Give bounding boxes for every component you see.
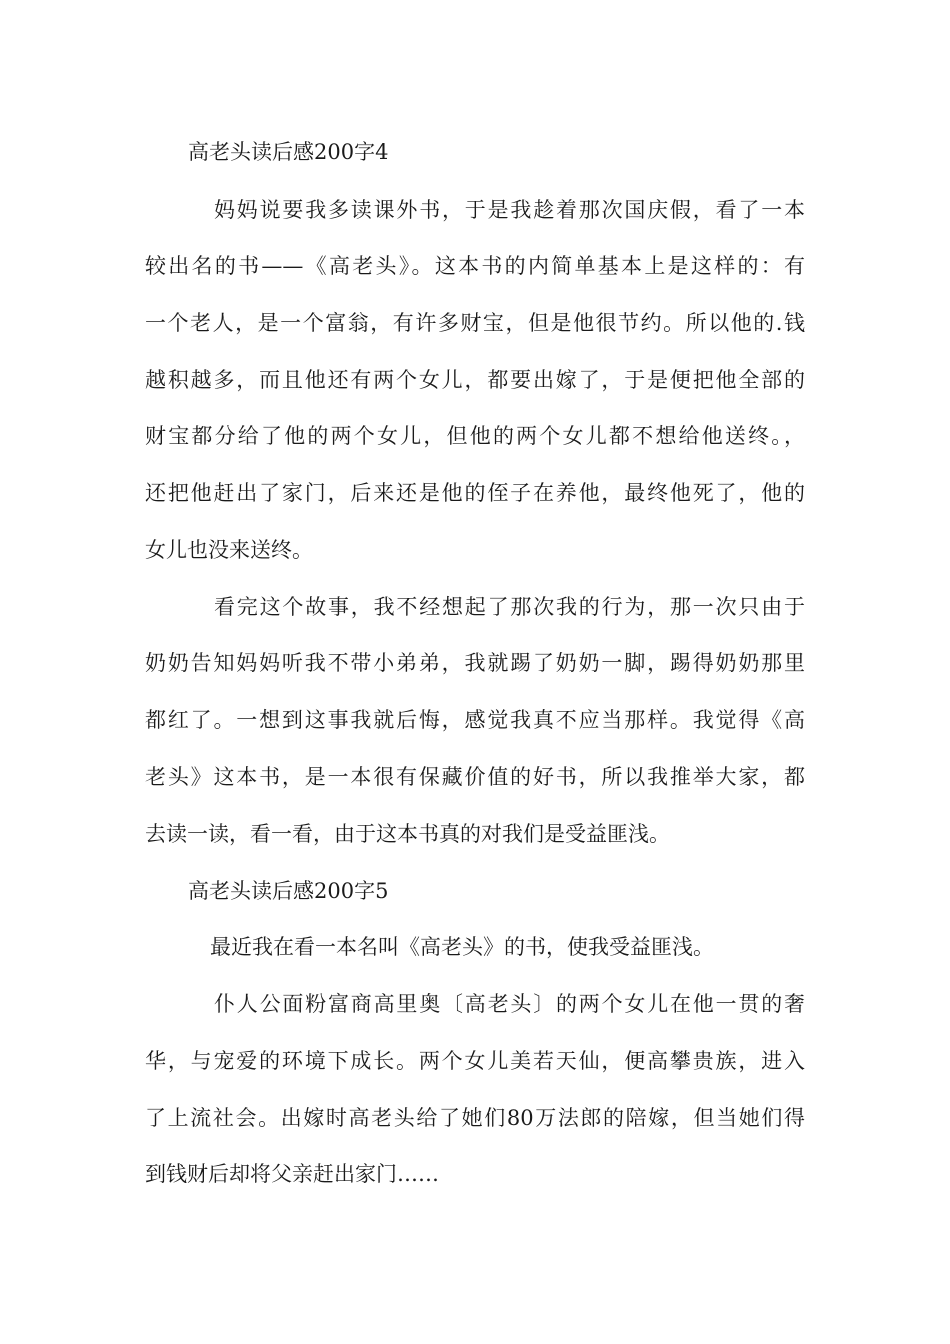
text-line: 去读一读，看一看，由于这本书真的对我们是受益匪浅。 (145, 822, 670, 846)
text-line: 到钱财后却将父亲赶出家门…… (145, 1162, 439, 1186)
section-5-heading: 高老头读后感200字5 (188, 879, 389, 903)
text-line: 看完这个故事，我不经想起了那次我的行为，那一次只由于 (214, 595, 805, 619)
text-line: 奶奶告知妈妈听我不带小弟弟，我就踢了奶奶一脚，踢得奶奶那里 (145, 651, 805, 675)
text-line: 都红了。一想到这事我就后悔，感觉我真不应当那样。我觉得《高 (145, 708, 805, 732)
text-line: 仆人公面粉富商高里奥〔高老头〕的两个女儿在他一贯的奢 (214, 992, 805, 1016)
text-line: 还把他赶出了家门，后来还是他的侄子在养他，最终他死了，他的 (145, 481, 805, 505)
text-line: 最近我在看一本名叫《高老头》的书，使我受益匪浅。 (210, 935, 714, 959)
text-line: 华，与宠爱的环境下成长。两个女儿美若天仙，便高攀贵族，进入 (145, 1049, 805, 1073)
text-line: 妈妈说要我多读课外书，于是我趁着那次国庆假，看了一本 (214, 198, 805, 222)
text-line: 一个老人，是一个富翁，有许多财宝，但是他很节约。所以他的.钱 (145, 311, 805, 335)
text-line: 老头》这本书，是一本很有保藏价值的好书，所以我推举大家，都 (145, 765, 805, 789)
text-line: 越积越多，而且他还有两个女儿，都要出嫁了，于是便把他全部的 (145, 368, 805, 392)
text-line: 了上流社会。出嫁时高老头给了她们80万法郎的陪嫁，但当她们得 (145, 1106, 805, 1130)
text-line: 财宝都分给了他的两个女儿，但他的两个女儿都不想给他送终。， (145, 424, 805, 448)
text-line: 较出名的书——《高老头》。这本书的内简单基本上是这样的：有 (145, 254, 805, 278)
text-line: 女儿也没来送终。 (145, 538, 313, 562)
section-4-heading: 高老头读后感200字4 (188, 140, 389, 164)
